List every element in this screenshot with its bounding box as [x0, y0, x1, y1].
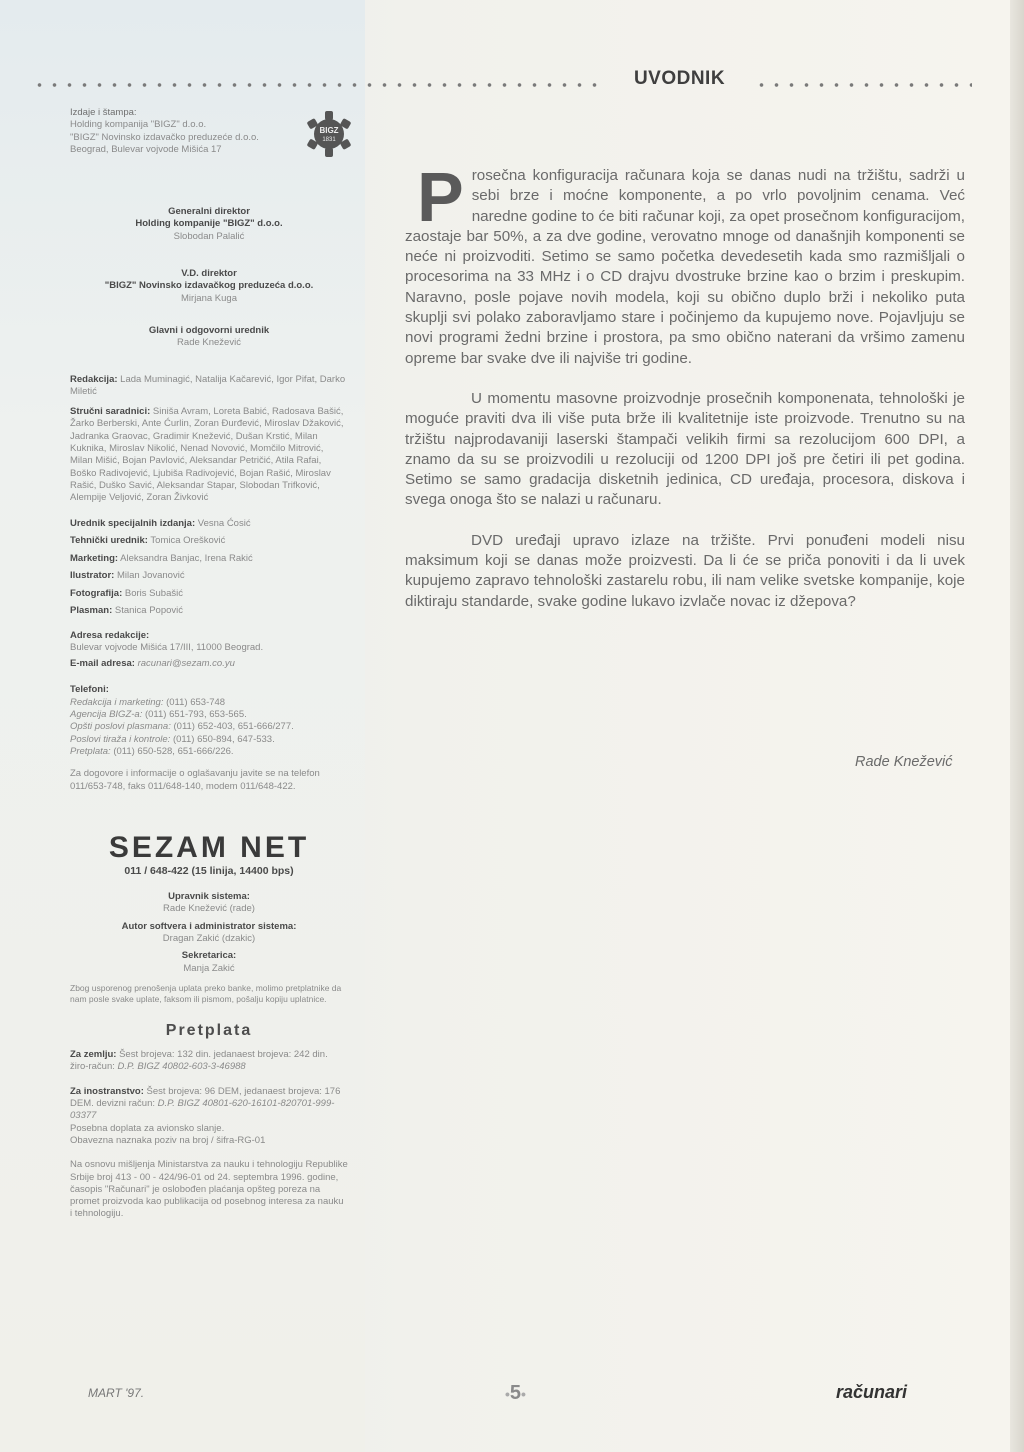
email-value: racunari@sezam.co.yu	[137, 658, 235, 670]
role-value: Aleksandra Banjac, Irena Rakić	[120, 552, 253, 564]
pretplata-title: Pretplata	[165, 1021, 253, 1039]
role-value: Tomica Orešković	[150, 535, 226, 547]
pretplata-block	[70, 1021, 348, 1221]
foreign-account: D.P. BIGZ 40801-620-16101-820701-999-03377	[70, 1098, 335, 1122]
publisher-line: Holding kompanija "BIGZ" d.o.o.	[70, 119, 207, 131]
phone-value: (011) 651-793, 653-565.	[144, 709, 247, 721]
phones-block	[70, 684, 348, 758]
dotted-rule-right	[754, 82, 972, 88]
logo-text-1: BIGZ	[319, 126, 339, 135]
role-value: Vesna Ćosić	[197, 517, 251, 529]
sezam-title: SEZAM NET	[108, 830, 310, 864]
role-row	[70, 585, 348, 603]
role-row	[70, 515, 348, 533]
phone-value: (011) 653-748	[166, 696, 226, 708]
publisher-line: Beograd, Bulevar vojvode Mišića 17	[70, 143, 222, 155]
role-label: Urednik specijalnih izdanja:	[70, 517, 196, 529]
page-binding-edge	[1010, 0, 1024, 1452]
redakcija-value: Lada Muminagić, Natalija Kačarević, Igor Pifat, Darko Miletić	[70, 373, 346, 397]
phone-row	[70, 697, 348, 709]
phone-value: (011) 650-528, 651-666/226.	[113, 745, 234, 757]
article-paragraph-2: U momentu masovne proizvodnje prosečnih komponenata, tehnološki je moguće praviti dva ili više puta brže ili kvalitetnije iste proizvode. Trenutno su na tržištu najprodavaniji laserski štampači velikih firmi sa rezolucijom 600 DPI, a znamo da su se proizvodili u rezoluciji od 1200 DPI još pre četiri ili pet godina. Setimo se samo gradacija disketnih jedinica, CD uređaja, procesora, diskova i svega onoga što se nalazi u računaru.	[405, 389, 965, 509]
address-label: Adresa redakcije:	[70, 629, 150, 641]
ads-note: Za dogovore i informacije o oglašavanju javite se na telefon 011/653-748, faks 011/648-140, modem 011/648-422.	[70, 768, 320, 792]
editorial-article	[405, 158, 965, 612]
role-value: Boris Subašić	[124, 587, 183, 599]
phone-row	[70, 709, 348, 721]
publisher-line: "BIGZ" Novinsko izdavačko preduzeće d.o.o.	[70, 131, 259, 143]
phone-value: (011) 650-894, 647-533.	[172, 733, 275, 745]
phone-label: Agencija BIGZ-a:	[70, 709, 143, 721]
role-value: Milan Jovanović	[116, 570, 185, 582]
tax-note: Na osnovu mišljenja Ministarstva za nauku i tehnologiju Republike Srbije broj 413 - 00 - 424/96-01 od 24. septembra 1996. godine, časopis "Računari" je oslobođen plaćanja opšteg poreza na promet proizvoda kao publikacija od posebnog interesa za nauku i tehnologiju.	[70, 1159, 348, 1220]
roles-list	[70, 515, 348, 620]
role-label: Ilustrator:	[70, 570, 115, 582]
vd-title: "BIGZ" Novinsko izdavačkog preduzeća d.o.o.	[104, 280, 314, 292]
page-number	[505, 1382, 526, 1405]
phone-label: Pretplata:	[70, 745, 111, 757]
address-block	[70, 630, 348, 655]
drop-cap: P	[417, 158, 464, 236]
email-block	[70, 658, 348, 670]
foreign-extra: Posebna doplata za avionsko slanje.	[70, 1122, 225, 1134]
email-label: E-mail adresa:	[70, 658, 135, 670]
phone-label: Poslovi tiraža i kontrole:	[70, 733, 171, 745]
role-row	[70, 602, 348, 620]
bullet-icon: •	[505, 1386, 510, 1402]
strucni-value: Siniša Avram, Loreta Babić, Radosava Bašić, Žarko Berberski, Ante Ćurlin, Zoran Đurđević, Miroslav Džaković, Jadranka Graovac, Gradimir Knežević, Dušan Krstić, Milan Kuknika, Miroslav Nikolić, Nenad Novović, Momčilo Mitrović, Milan Mišić, Bojan Pavlović, Aleksandar Petričić, Atila Rafai, Boško Radivojević, Ljubiša Radivojević, Bojan Rašić, Miroslav Rašić, Duško Savić, Aleksandar Stapar, Slobodan Trifković, Alempije Veljović, Zoran Živković	[70, 406, 344, 504]
magazine-logo: računari	[836, 1382, 908, 1402]
sezam-note: Zbog usporenog prenošenja uplata preko banke, molimo pretplatnike da nam posle svake uplate, faksom ili pismom, pošalju kopiju uplatnice.	[70, 982, 342, 1004]
phones-label: Telefoni:	[70, 684, 109, 696]
article-paragraph-1	[405, 158, 965, 369]
sezam-author-label: Autor softvera i administrator sistema:	[121, 920, 297, 932]
colophon	[70, 107, 348, 1221]
role-label: Tehnički urednik:	[70, 535, 148, 547]
gen-dir-name: Slobodan Palalić	[173, 230, 245, 242]
role-label: Plasman:	[70, 605, 113, 617]
footer-date: MART '97.	[88, 1386, 145, 1400]
role-row	[70, 532, 348, 550]
sezam-secretary-value: Manja Zakić	[183, 962, 235, 974]
editor-name: Rade Knežević	[177, 337, 241, 349]
foreign-text: Šest brojeva: 96 DEM, jedanaest brojeva: 176 DEM. devizni račun:	[70, 1085, 341, 1110]
section-title: UVODNIK	[633, 68, 726, 89]
sezam-subtitle: 011 / 648-422 (15 linija, 14400 bps)	[124, 864, 294, 877]
article-paragraph-3: DVD uređaji upravo izlaze na tržište. Prvi ponuđeni modeli nisu maksimum koji se danas može proizvesti. Da li će se priča ponoviti i da li uvek kupujemo zapravo tehnološki zastarelu robu, ili nam velike svetske kompanije, koje diktiraju standarde, svake godine lukavo izvlače novac iz džepova?	[405, 531, 965, 610]
phone-label: Opšti poslovi plasmana:	[70, 721, 171, 733]
role-value: Stanica Popović	[114, 605, 184, 617]
section-header	[32, 68, 972, 94]
phone-row	[70, 734, 348, 746]
domestic-text: Šest brojeva: 132 din. jedanaest brojeva: 242 din. žiro-račun:	[70, 1049, 328, 1073]
sezam-author-value: Dragan Zakić (dzakic)	[162, 932, 256, 944]
sezam-manager-value: Rade Knežević (rade)	[163, 903, 255, 915]
logo-text-2: 1831	[322, 137, 336, 143]
vd-title: V.D. direktor	[181, 268, 237, 280]
page-number-value: 5	[509, 1382, 522, 1404]
sezam-secretary-label: Sekretarica:	[181, 950, 237, 962]
role-label: Marketing:	[70, 552, 119, 564]
dotted-rule-left	[32, 82, 602, 88]
foreign-extra: Obavezna naznaka poziv na broj / šifra-RG-01	[70, 1134, 266, 1146]
role-row	[70, 550, 348, 568]
sezam-manager-label: Upravnik sistema:	[168, 891, 250, 903]
sezam-block	[70, 831, 348, 1005]
address-value: Bulevar vojvode Mišića 17/III, 11000 Beograd.	[70, 641, 264, 653]
phone-row	[70, 746, 348, 758]
vd-name: Mirjana Kuga	[181, 292, 237, 304]
gen-dir-title: Holding kompanije "BIGZ" d.o.o.	[135, 218, 283, 230]
redakcija-label: Redakcija:	[70, 373, 118, 385]
phone-value: (011) 652-403, 651-666/277.	[173, 721, 294, 733]
phone-row	[70, 721, 348, 733]
domestic-label: Za zemlju:	[70, 1049, 117, 1061]
strucni-label: Stručni saradnici:	[70, 406, 151, 418]
role-label: Fotografija:	[70, 587, 123, 599]
article-p1-text: rosečna konfiguracija računara koja se danas nudi na tržištu, sadrži u sebi brze i moćne komponente, a po vrlo povoljnim cenama. Već naredne godine to će biti računar koji, za opet prosečnom konfiguracijom, zaostaje bar 50%, a za dve godine, verovatno mnoge od današnjih komponenti se neće ni proizvoditi. Setimo se samo početka devedesetih kada smo razmišljali o procesorima na 33 MHz i o CD drajvu dvostruke brzine kao o brzim i preskupim. Naravno, posle pojave novih modela, koji su obično duplo brži i nekoliko puta skuplji svi polako zaboravljamo stare i počinjemo da kupujemo nove. Pojavljuju se novi programi žedni brzine i prostora, pa smo obično naterani da vršimo zamenu opreme bar svake dve ili najviše tri godine.	[405, 167, 965, 367]
bullet-icon: •	[521, 1386, 526, 1402]
domestic-account: D.P. BIGZ 40802-603-3-46988	[117, 1061, 246, 1073]
role-row	[70, 567, 348, 585]
strucni-block	[70, 406, 348, 504]
article-signature: Rade Knežević	[855, 754, 953, 770]
foreign-label: Za inostranstvo:	[70, 1085, 144, 1097]
gen-dir-title: Generalni direktor	[168, 206, 250, 218]
phone-label: Redakcija i marketing:	[70, 696, 164, 708]
pretplata-foreign	[70, 1086, 348, 1123]
publisher-label: Izdaje i štampa:	[70, 107, 137, 118]
pretplata-domestic	[70, 1049, 348, 1074]
editor-title: Glavni i odgovorni urednik	[148, 324, 270, 336]
redakcija-block	[70, 374, 348, 399]
